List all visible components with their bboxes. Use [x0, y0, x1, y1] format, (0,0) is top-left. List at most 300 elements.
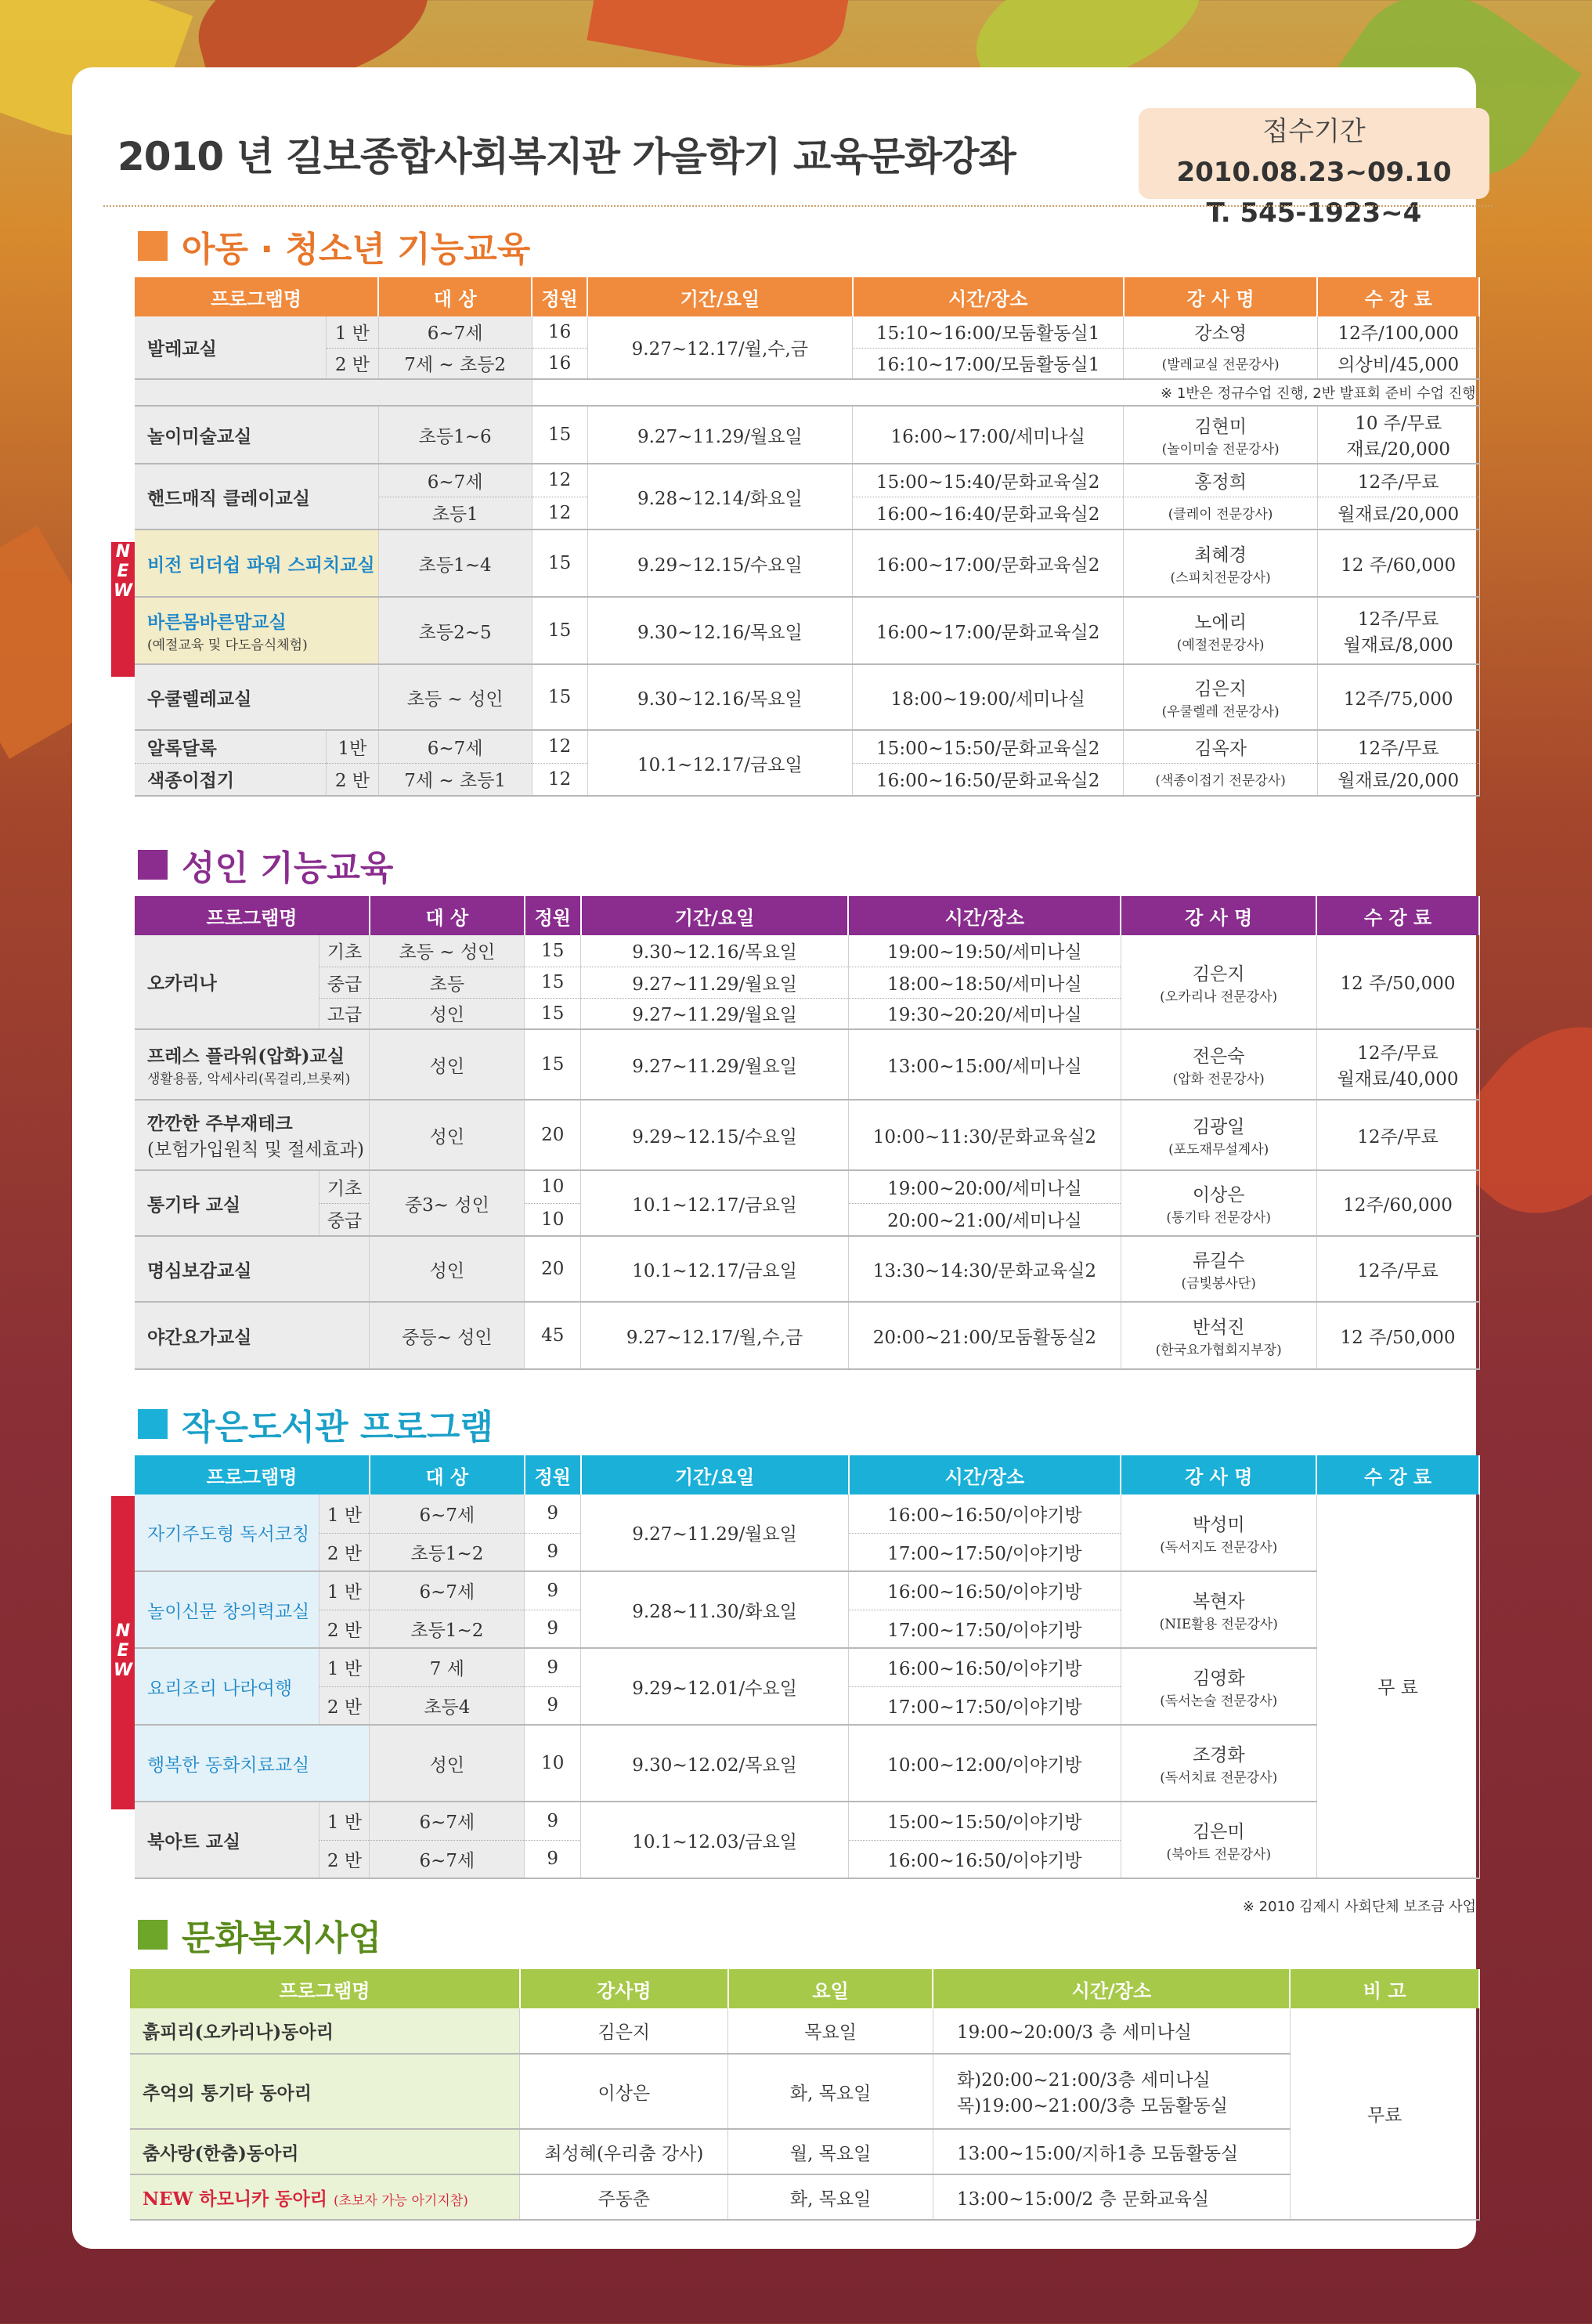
capacity: 12	[532, 464, 587, 497]
col-header: 수 강 료	[1316, 896, 1479, 935]
target: 6~7세	[378, 464, 532, 497]
class-label: 2 반	[319, 1610, 370, 1648]
instructor: 홍정희	[1124, 464, 1318, 497]
instructor: 반석진	[1192, 1317, 1245, 1338]
program-desc: (초보자 가능 아기지참)	[333, 2192, 468, 2209]
table-header	[135, 277, 1479, 316]
col-header: 시간/장소	[853, 277, 1124, 316]
class-label: 2 반	[327, 763, 378, 796]
instructor: 강소영	[1124, 316, 1318, 348]
class-label: 2 반	[319, 1840, 370, 1878]
fee: 12 주/50,000	[1316, 1302, 1479, 1369]
program-name: NEW 하모니카 동아리	[143, 2188, 327, 2210]
kids-table	[135, 277, 1480, 797]
period: 9.30~12.16/목요일	[587, 597, 852, 664]
class-label: 1반	[327, 730, 378, 763]
program-name: 프레스 플라워(압화)교실	[147, 1046, 345, 1067]
target: 초등1~2	[370, 1533, 525, 1571]
instructor-desc: (스피치전문강사)	[1170, 570, 1271, 586]
table-row	[135, 935, 1479, 967]
section-heading-library	[138, 1399, 493, 1449]
target: 성인	[370, 1029, 525, 1100]
new-letter: W	[113, 1661, 133, 1680]
class-label: 2 반	[327, 348, 378, 379]
table-row	[130, 2174, 1479, 2220]
program-name: 색종이접기	[135, 763, 327, 796]
program-name: 놀이신문 창의력교실	[135, 1571, 319, 1648]
col-header: 대 상	[370, 1455, 525, 1495]
period: 9.27~11.29/월요일	[587, 406, 852, 464]
square-bullet-icon	[138, 1920, 168, 1950]
time-place: 화)20:00~21:00/3층 세미나실	[956, 2070, 1211, 2091]
instructor: 조경화	[1192, 1745, 1245, 1766]
square-bullet-icon	[138, 231, 168, 261]
new-badge	[111, 542, 135, 677]
col-header: 대 상	[378, 277, 532, 316]
instructor: 복현자	[1192, 1592, 1245, 1612]
time-place: 13:00~15:00/지하1층 모둠활동실	[933, 2129, 1290, 2174]
time-place: 17:00~17:50/이야기방	[849, 1686, 1121, 1725]
period: 9.29~12.15/수요일	[587, 529, 852, 597]
program-name: 북아트 교실	[135, 1802, 319, 1878]
fee: 12 주/60,000	[1317, 529, 1479, 597]
instructor: 최혜경	[1194, 545, 1247, 566]
time-place: 19:00~20:00/3 층 세미나실	[933, 2008, 1290, 2054]
time-place: 15:00~15:40/문화교육실2	[853, 464, 1124, 497]
time-place: 13:00~15:00/2 층 문화교육실	[933, 2174, 1290, 2220]
new-letter: E	[117, 562, 129, 581]
target: 7 세	[370, 1648, 525, 1686]
fee: 10 주/무료	[1355, 414, 1442, 434]
capacity: 9	[525, 1533, 581, 1571]
instructor: 김은지	[1194, 679, 1247, 699]
instructor-desc: (포도재무설계사)	[1168, 1142, 1269, 1158]
period: 9.28~11.30/화요일	[581, 1571, 849, 1648]
class-label: 중급	[319, 1203, 370, 1236]
time-place: 16:00~17:00/문화교육실2	[853, 529, 1124, 597]
col-header: 수 강 료	[1316, 1455, 1479, 1495]
program-name: 발레교실	[135, 316, 327, 379]
instructor-desc: (한국요가협회지부장)	[1155, 1343, 1282, 1358]
time-place: 17:00~17:50/이야기방	[849, 1533, 1121, 1571]
time-place: 16:10~17:00/모둠활동실1	[853, 348, 1124, 379]
section-title: 성인 기능교육	[182, 848, 394, 888]
note-row	[135, 379, 1479, 406]
table-row	[135, 664, 1479, 730]
col-header: 기간/요일	[587, 277, 852, 316]
time-place: 19:00~19:50/세미나실	[848, 935, 1121, 967]
section-title: 작은도서관 프로그램	[182, 1408, 493, 1448]
time-place: 10:00~12:00/이야기방	[849, 1725, 1121, 1802]
page-title: 2010 년 길보종합사회복지관 가을학기 교육문화강좌	[117, 134, 1016, 179]
instructor: 김은지	[1192, 963, 1245, 985]
capacity: 15	[525, 998, 581, 1029]
table-row	[135, 1648, 1479, 1686]
period-value: 2010.08.23~09.10	[1176, 157, 1452, 188]
program-desc: (예절교육 및 다도음식체험)	[147, 638, 308, 653]
program-name: 우쿨렐레교실	[135, 664, 378, 730]
table-row	[135, 1302, 1479, 1369]
instructor: 전은숙	[1192, 1046, 1245, 1067]
instructor-desc: (북아트 전문강사)	[1166, 1847, 1272, 1863]
col-header: 기간/요일	[581, 1455, 849, 1495]
fee: 월재료/8,000	[1343, 635, 1453, 656]
capacity: 15	[532, 597, 587, 664]
instructor-desc: (금빛봉사단)	[1181, 1276, 1256, 1292]
instructor: 박성미	[1192, 1514, 1245, 1535]
new-badge	[111, 1496, 135, 1809]
class-label: 1 반	[327, 316, 378, 348]
instructor-desc: (NIE활용 전문강사)	[1159, 1617, 1278, 1632]
table-row	[135, 1571, 1479, 1610]
period: 10.1~12.17/금요일	[581, 1170, 849, 1236]
table-header	[135, 1455, 1479, 1495]
capacity: 10	[525, 1203, 581, 1236]
fee: 월재료/40,000	[1337, 1069, 1459, 1090]
instructor: 김은미	[1192, 1822, 1245, 1842]
target: 성인	[370, 1100, 525, 1170]
fee: 12주/무료	[1317, 464, 1479, 497]
divider	[103, 205, 1493, 207]
col-header: 강 사 명	[1124, 277, 1318, 316]
program-name: 바른몸바른맘교실	[147, 612, 287, 633]
table-row	[135, 406, 1479, 464]
class-note: ※ 1반은 정규수업 진행, 2반 발표회 준비 수업 진행	[532, 379, 1479, 406]
program-name: 흙피리(오카리나)동아리	[130, 2008, 520, 2054]
time-place: 16:00~16:50/이야기방	[849, 1571, 1121, 1610]
day: 월, 목요일	[728, 2129, 933, 2174]
period: 9.30~12.16/목요일	[587, 664, 852, 730]
col-header: 기간/요일	[581, 896, 849, 935]
table-header	[130, 1969, 1479, 2008]
capacity: 15	[525, 935, 581, 967]
day: 목요일	[728, 2008, 933, 2054]
capacity: 12	[532, 763, 587, 796]
program-name: 요리조리 나라여행	[135, 1648, 319, 1725]
time-place: 16:00~17:00/세미나실	[853, 406, 1124, 464]
capacity: 15	[532, 529, 587, 597]
target: 6~7세	[378, 730, 532, 763]
col-header: 프로그램명	[135, 277, 378, 316]
table-row	[135, 597, 1479, 664]
table-row	[135, 730, 1479, 763]
section-heading-kids	[138, 221, 530, 271]
time-place: 20:00~21:00/세미나실	[848, 1203, 1121, 1236]
program-desc: (보험가입원칙 및 절세효과)	[147, 1140, 364, 1160]
col-header: 시간/장소	[849, 1455, 1121, 1495]
time-place: 10:00~11:30/문화교육실2	[848, 1100, 1121, 1170]
library-table	[135, 1455, 1480, 1879]
target: 초등	[370, 967, 525, 998]
time-place: 19:30~20:20/세미나실	[848, 998, 1121, 1029]
target: 성인	[370, 1725, 525, 1802]
fee: 12주/무료	[1357, 609, 1439, 630]
col-header: 강사명	[520, 1969, 728, 2008]
table-row	[135, 1029, 1479, 1100]
instructor: 주동춘	[520, 2174, 728, 2220]
time-place: 15:10~16:00/모둠활동실1	[853, 316, 1124, 348]
capacity: 10	[525, 1170, 581, 1203]
col-header: 프로그램명	[130, 1969, 520, 2008]
program-name: 춤사랑(한춤)동아리	[130, 2129, 520, 2174]
instructor-desc: (독서치료 전문강사)	[1160, 1770, 1278, 1786]
program-name: 통기타 교실	[135, 1170, 319, 1236]
period: 9.27~12.17/월,수,금	[587, 316, 852, 379]
instructor-desc: (발레교실 전문강사)	[1124, 348, 1318, 379]
col-header: 시간/장소	[848, 896, 1121, 935]
class-label: 2 반	[319, 1533, 370, 1571]
col-header: 비 고	[1290, 1969, 1479, 2008]
table-row	[130, 2008, 1479, 2054]
new-letter: W	[113, 581, 133, 601]
target: 초등 ~ 성인	[378, 664, 532, 730]
period: 10.1~12.17/금요일	[587, 730, 852, 796]
fee: 12주/무료	[1357, 1043, 1439, 1064]
period: 9.27~12.17/월,수,금	[581, 1302, 849, 1369]
col-header: 수 강 료	[1317, 277, 1479, 316]
class-label: 1 반	[319, 1495, 370, 1533]
time-place: 16:00~16:50/이야기방	[849, 1840, 1121, 1878]
capacity: 9	[525, 1610, 581, 1648]
instructor-desc: (예절전문강사)	[1176, 638, 1265, 653]
fee: 12주/60,000	[1316, 1170, 1479, 1236]
class-label: 2 반	[319, 1686, 370, 1725]
target: 6~7세	[370, 1571, 525, 1610]
fee: 12주/무료	[1317, 730, 1479, 763]
table-row	[135, 1100, 1479, 1170]
capacity: 9	[525, 1495, 581, 1533]
day: 화, 목요일	[728, 2054, 933, 2129]
col-header: 프로그램명	[135, 1455, 370, 1495]
capacity: 12	[532, 730, 587, 763]
time-place: 19:00~20:00/세미나실	[848, 1170, 1121, 1203]
instructor: 김광일	[1192, 1117, 1245, 1137]
fee: 월재료/20,000	[1317, 497, 1479, 529]
capacity: 16	[532, 316, 587, 348]
time-place: 17:00~17:50/이야기방	[849, 1610, 1121, 1648]
instructor-desc: (우쿨렐레 전문강사)	[1161, 704, 1280, 720]
table-row	[135, 1802, 1479, 1840]
instructor-desc: (독서지도 전문강사)	[1160, 1539, 1278, 1556]
target: 초등1~4	[378, 529, 532, 597]
fee: 재료/20,000	[1346, 439, 1451, 460]
target: 6~7세	[370, 1495, 525, 1533]
program-name: 오카리나	[135, 935, 319, 1029]
capacity: 15	[532, 664, 587, 730]
instructor: 김옥자	[1124, 730, 1318, 763]
capacity: 15	[525, 1029, 581, 1100]
capacity: 9	[525, 1686, 581, 1725]
class-label: 1 반	[319, 1648, 370, 1686]
capacity: 20	[525, 1236, 581, 1302]
new-letter: N	[115, 542, 131, 562]
time-place: 15:00~15:50/이야기방	[849, 1802, 1121, 1840]
program-name: 핸드매직 클레이교실	[135, 464, 378, 529]
day: 화, 목요일	[728, 2174, 933, 2220]
instructor: 최성혜(우리춤 강사)	[520, 2129, 728, 2174]
phone-number: T. 545-1923~4	[1206, 197, 1422, 229]
col-header: 정원	[532, 277, 587, 316]
instructor: 김은지	[520, 2008, 728, 2054]
target: 6~7세	[370, 1802, 525, 1840]
col-header: 정원	[525, 1455, 581, 1495]
col-header: 대 상	[370, 896, 525, 935]
time-place: 18:00~19:00/세미나실	[853, 664, 1124, 730]
section-title: 아동 · 청소년 기능교육	[182, 230, 531, 269]
capacity: 9	[525, 1802, 581, 1840]
fee: 12주/100,000	[1317, 316, 1479, 348]
capacity: 16	[532, 348, 587, 379]
instructor-desc: (압화 전문강사)	[1172, 1072, 1265, 1087]
table-row	[135, 1170, 1479, 1203]
fee: 12 주/50,000	[1316, 935, 1479, 1029]
capacity: 9	[525, 1648, 581, 1686]
capacity: 15	[525, 967, 581, 998]
target: 6~7세	[370, 1840, 525, 1878]
time-place: 20:00~21:00/모둠활동실2	[848, 1302, 1121, 1369]
period: 9.28~12.14/화요일	[587, 464, 852, 529]
fee: 무 료	[1316, 1495, 1479, 1878]
target: 중등~ 성인	[370, 1302, 525, 1369]
program-name: 깐깐한 주부재테크	[147, 1113, 293, 1134]
target: 초등 ~ 성인	[370, 935, 525, 967]
target: 초등1~2	[370, 1610, 525, 1648]
table-row	[135, 464, 1479, 497]
capacity: 9	[525, 1571, 581, 1610]
time-place: 18:00~18:50/세미나실	[848, 967, 1121, 998]
instructor-desc: (독서논술 전문강사)	[1160, 1693, 1278, 1709]
target: 초등2~5	[378, 597, 532, 664]
target: 초등1	[378, 497, 532, 529]
program-name: 행복한 동화치료교실	[135, 1725, 370, 1802]
table-row	[130, 2129, 1479, 2174]
time-place: 16:00~16:50/이야기방	[849, 1495, 1121, 1533]
period: 9.30~12.16/목요일	[581, 935, 849, 967]
capacity: 9	[525, 1840, 581, 1878]
square-bullet-icon	[138, 1409, 168, 1439]
table-row	[130, 2054, 1479, 2129]
table-row	[135, 529, 1479, 597]
class-label: 고급	[319, 998, 370, 1029]
funding-note: ※ 2010 김제시 사회단체 보조금 사업	[1242, 1899, 1476, 1915]
class-label: 기초	[319, 935, 370, 967]
target: 중3~ 성인	[370, 1170, 525, 1236]
fee: 의상비/45,000	[1317, 348, 1479, 379]
instructor-desc: (놀이미술 전문강사)	[1161, 442, 1280, 457]
instructor: 김현미	[1194, 417, 1247, 437]
table-header	[135, 896, 1479, 935]
capacity: 20	[525, 1100, 581, 1170]
capacity: 45	[525, 1302, 581, 1369]
program-name: 야간요가교실	[135, 1302, 370, 1369]
period: 9.30~12.02/목요일	[581, 1725, 849, 1802]
note: 무료	[1290, 2008, 1479, 2220]
table-row	[135, 1725, 1479, 1802]
section-heading-adult	[138, 840, 393, 890]
fee: 월재료/20,000	[1317, 763, 1479, 796]
fee: 12주/무료	[1316, 1100, 1479, 1170]
period: 9.27~11.29/월요일	[581, 1495, 849, 1571]
time-place: 16:00~17:00/문화교육실2	[853, 597, 1124, 664]
col-header: 요일	[728, 1969, 933, 2008]
class-label: 중급	[319, 967, 370, 998]
target: 7세 ~ 초등1	[378, 763, 532, 796]
period: 9.27~11.29/월요일	[581, 967, 849, 998]
instructor: 이상은	[520, 2054, 728, 2129]
col-header: 프로그램명	[135, 896, 370, 935]
program-name: 비전 리더쉽 파워 스피치교실	[135, 529, 378, 597]
table-row	[135, 1495, 1479, 1533]
time-place: 13:00~15:00/세미나실	[848, 1029, 1121, 1100]
adult-table	[135, 896, 1480, 1370]
capacity: 10	[525, 1725, 581, 1802]
class-label: 1 반	[319, 1802, 370, 1840]
capacity: 15	[532, 406, 587, 464]
period-label: 접수기간	[1262, 116, 1366, 147]
period: 10.1~12.17/금요일	[581, 1236, 849, 1302]
period: 9.29~12.15/수요일	[581, 1100, 849, 1170]
target: 성인	[370, 998, 525, 1029]
instructor: 이상은	[1192, 1185, 1245, 1205]
target: 초등1~6	[378, 406, 532, 464]
col-header: 강 사 명	[1121, 896, 1316, 935]
time-place: 15:00~15:50/문화교육실2	[853, 730, 1124, 763]
period: 10.1~12.03/금요일	[581, 1802, 849, 1878]
square-bullet-icon	[138, 850, 168, 880]
new-letter: N	[115, 1621, 131, 1641]
instructor: 노에리	[1194, 613, 1247, 633]
time-place: 16:00~16:50/문화교육실2	[853, 763, 1124, 796]
program-name: 명심보감교실	[135, 1236, 370, 1302]
fee: 12주/75,000	[1317, 664, 1479, 730]
program-name: 알록달록	[135, 730, 327, 763]
capacity: 12	[532, 497, 587, 529]
time-place: 13:30~14:30/문화교육실2	[848, 1236, 1121, 1302]
target: 초등4	[370, 1686, 525, 1725]
period: 9.27~11.29/월요일	[581, 998, 849, 1029]
instructor: 류길수	[1192, 1251, 1245, 1271]
table-row	[135, 316, 1479, 348]
program-name: 놀이미술교실	[135, 406, 378, 464]
table-row	[135, 1236, 1479, 1302]
program-name: 자기주도형 독서코칭	[135, 1495, 319, 1571]
class-label: 1 반	[319, 1571, 370, 1610]
section-heading-welfare	[138, 1910, 381, 1960]
registration-info	[1139, 108, 1489, 229]
section-title: 문화복지사업	[182, 1918, 382, 1958]
target: 6~7세	[378, 316, 532, 348]
col-header: 시간/장소	[933, 1969, 1290, 2008]
class-label: 기초	[319, 1170, 370, 1203]
welfare-table	[130, 1969, 1480, 2221]
period: 9.29~12.01/수요일	[581, 1648, 849, 1725]
target: 7세 ~ 초등2	[378, 348, 532, 379]
program-name: 추억의 통기타 동아리	[130, 2054, 520, 2129]
instructor: 김영화	[1192, 1668, 1245, 1689]
time-place: 16:00~16:50/이야기방	[849, 1648, 1121, 1686]
new-letter: E	[117, 1641, 129, 1661]
instructor-desc: (클레이 전문강사)	[1124, 497, 1318, 529]
period: 9.27~11.29/월요일	[581, 1029, 849, 1100]
time-place: 16:00~16:40/문화교육실2	[853, 497, 1124, 529]
instructor-desc: (통기타 전문강사)	[1166, 1210, 1271, 1226]
fee: 12주/무료	[1316, 1236, 1479, 1302]
instructor-desc: (색종이접기 전문강사)	[1124, 763, 1318, 796]
col-header: 강 사 명	[1121, 1455, 1316, 1495]
target: 성인	[370, 1236, 525, 1302]
col-header: 정원	[525, 896, 581, 935]
program-desc: 생활용품, 악세사리(목걸리,브롯찌)	[147, 1072, 351, 1087]
